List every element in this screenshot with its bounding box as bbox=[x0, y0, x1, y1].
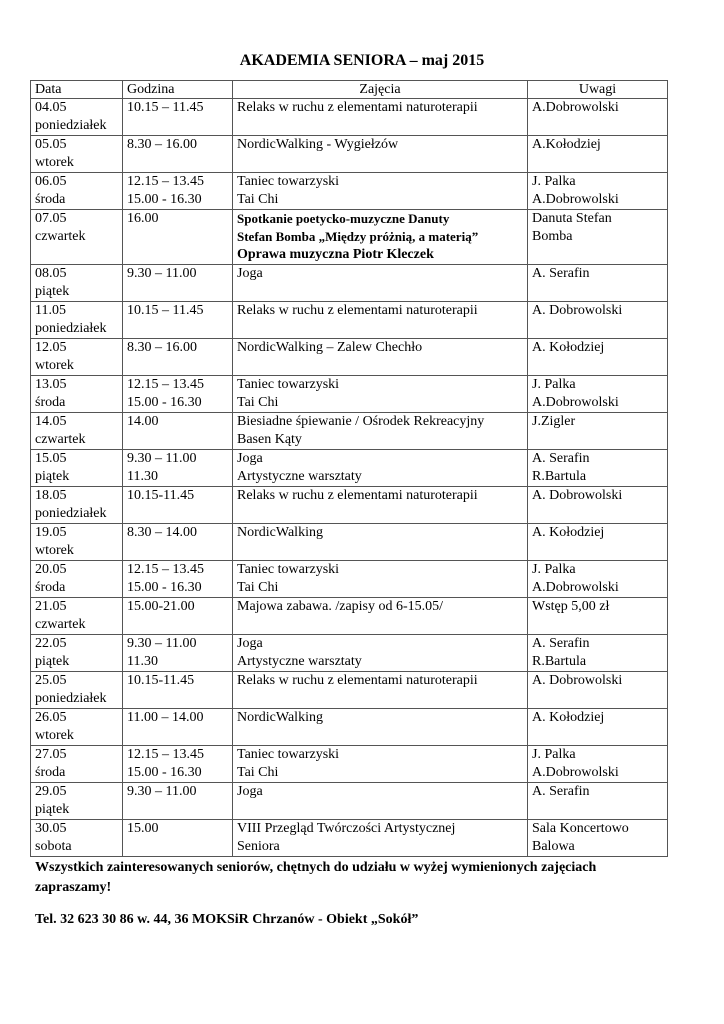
table-row bbox=[31, 173, 668, 210]
time-line: 11.30 bbox=[127, 654, 158, 669]
cell-time bbox=[123, 524, 233, 561]
notes-line: J.Zigler bbox=[532, 414, 576, 429]
date-value: 11.05 bbox=[35, 303, 66, 318]
time-line: 12.15 – 13.45 bbox=[127, 174, 204, 189]
cell-date bbox=[31, 339, 123, 376]
table-row bbox=[31, 302, 668, 339]
cell-notes bbox=[528, 561, 668, 598]
cell-date bbox=[31, 783, 123, 820]
cell-notes bbox=[528, 210, 668, 265]
day-name: środa bbox=[35, 580, 66, 595]
cell-date bbox=[31, 413, 123, 450]
table-row bbox=[31, 413, 668, 450]
day-name: poniedziałek bbox=[35, 118, 107, 133]
cell-date bbox=[31, 302, 123, 339]
activity-line: Joga bbox=[237, 266, 263, 281]
cell-date bbox=[31, 487, 123, 524]
schedule-table bbox=[30, 80, 668, 857]
cell-activity bbox=[233, 450, 528, 487]
activity-line: Taniec towarzyski bbox=[237, 377, 340, 392]
cell-time bbox=[123, 672, 233, 709]
table-row bbox=[31, 265, 668, 302]
activity-line: VIII Przegląd Twórczości Artystycznej bbox=[237, 821, 456, 836]
activity-line: Relaks w ruchu z elementami naturoterapii bbox=[237, 488, 478, 503]
cell-time bbox=[123, 635, 233, 672]
contact-text: Tel. 32 623 30 86 w. 44, 36 MOKSiR Chrzanów - Obiekt „Sokół” bbox=[35, 912, 419, 927]
activity-line: Seniora bbox=[237, 839, 280, 854]
notes-line: Danuta Stefan bbox=[532, 211, 612, 226]
date-value: 05.05 bbox=[35, 137, 67, 152]
date-value: 14.05 bbox=[35, 414, 67, 429]
cell-notes bbox=[528, 173, 668, 210]
activity-line: Joga bbox=[237, 451, 263, 466]
notes-line: A. Kołodziej bbox=[532, 525, 605, 540]
cell-time bbox=[123, 709, 233, 746]
date-value: 27.05 bbox=[35, 747, 67, 762]
notes-line: Balowa bbox=[532, 839, 575, 854]
time-line: 16.00 bbox=[127, 211, 159, 226]
cell-notes bbox=[528, 302, 668, 339]
activity-line: Stefan Bomba „Między próżnią, a materią” bbox=[237, 229, 479, 244]
activity-line: NordicWalking – Zalew Chechło bbox=[237, 340, 423, 355]
cell-time bbox=[123, 413, 233, 450]
table-row bbox=[31, 783, 668, 820]
notes-line: A. Dobrowolski bbox=[532, 488, 623, 503]
cell-time bbox=[123, 450, 233, 487]
time-line: 15.00 - 16.30 bbox=[127, 765, 202, 780]
header-activity: Zajęcia bbox=[233, 81, 528, 99]
cell-activity bbox=[233, 561, 528, 598]
table-row bbox=[31, 339, 668, 376]
notes-line: A.Kołodziej bbox=[532, 137, 601, 152]
cell-activity bbox=[233, 524, 528, 561]
cell-date bbox=[31, 820, 123, 857]
activity-line: Biesiadne śpiewanie / Ośrodek Rekreacyjny bbox=[237, 414, 485, 429]
time-line: 12.15 – 13.45 bbox=[127, 562, 204, 577]
table-row bbox=[31, 820, 668, 857]
time-line: 8.30 – 14.00 bbox=[127, 525, 197, 540]
header-date: Data bbox=[31, 81, 123, 99]
cell-time bbox=[123, 173, 233, 210]
notes-line: A.Dobrowolski bbox=[532, 395, 619, 410]
cell-date bbox=[31, 265, 123, 302]
cell-notes bbox=[528, 746, 668, 783]
header-notes: Uwagi bbox=[528, 81, 668, 99]
notes-line: A. Serafin bbox=[532, 266, 590, 281]
notes-line: A.Dobrowolski bbox=[532, 580, 619, 595]
cell-activity bbox=[233, 820, 528, 857]
cell-notes bbox=[528, 709, 668, 746]
cell-notes bbox=[528, 376, 668, 413]
notes-line: A.Dobrowolski bbox=[532, 192, 619, 207]
cell-time bbox=[123, 820, 233, 857]
date-value: 06.05 bbox=[35, 174, 67, 189]
day-name: sobota bbox=[35, 839, 72, 854]
date-value: 12.05 bbox=[35, 340, 67, 355]
notes-line: A. Serafin bbox=[532, 636, 590, 651]
activity-line: Relaks w ruchu z elementami naturoterapii bbox=[237, 100, 478, 115]
cell-notes bbox=[528, 672, 668, 709]
time-line: 10.15-11.45 bbox=[127, 673, 195, 688]
notes-line: A. Dobrowolski bbox=[532, 673, 623, 688]
notes-line: R.Bartula bbox=[532, 654, 587, 669]
cell-activity bbox=[233, 210, 528, 265]
cell-time bbox=[123, 487, 233, 524]
notes-line: J. Palka bbox=[532, 747, 576, 762]
table-row bbox=[31, 210, 668, 265]
time-line: 10.15-11.45 bbox=[127, 488, 195, 503]
activity-line: Majowa zabawa. /zapisy od 6-15.05/ bbox=[237, 599, 444, 614]
activity-line: Oprawa muzyczna Piotr Kleczek bbox=[237, 247, 434, 262]
cell-activity bbox=[233, 265, 528, 302]
cell-date bbox=[31, 635, 123, 672]
time-line: 12.15 – 13.45 bbox=[127, 747, 204, 762]
cell-date bbox=[31, 672, 123, 709]
day-name: piątek bbox=[35, 469, 70, 484]
notes-line: A.Dobrowolski bbox=[532, 765, 619, 780]
cell-time bbox=[123, 265, 233, 302]
day-name: piątek bbox=[35, 284, 70, 299]
time-line: 15.00 bbox=[127, 821, 159, 836]
table-row bbox=[31, 635, 668, 672]
day-name: piątek bbox=[35, 654, 70, 669]
time-line: 9.30 – 11.00 bbox=[127, 266, 197, 281]
date-value: 13.05 bbox=[35, 377, 67, 392]
cell-activity bbox=[233, 99, 528, 136]
date-value: 04.05 bbox=[35, 100, 67, 115]
table-row bbox=[31, 561, 668, 598]
day-name: wtorek bbox=[35, 728, 74, 743]
table-row bbox=[31, 376, 668, 413]
activity-line: Joga bbox=[237, 784, 263, 799]
cell-date bbox=[31, 450, 123, 487]
time-line: 14.00 bbox=[127, 414, 159, 429]
date-value: 20.05 bbox=[35, 562, 67, 577]
date-value: 08.05 bbox=[35, 266, 67, 281]
cell-time bbox=[123, 746, 233, 783]
activity-line: Taniec towarzyski bbox=[237, 174, 340, 189]
day-name: poniedziałek bbox=[35, 506, 107, 521]
table-row bbox=[31, 598, 668, 635]
time-line: 15.00 - 16.30 bbox=[127, 395, 202, 410]
time-line: 11.30 bbox=[127, 469, 158, 484]
cell-date bbox=[31, 376, 123, 413]
header-time: Godzina bbox=[123, 81, 233, 99]
day-name: środa bbox=[35, 765, 66, 780]
activity-line: Basen Kąty bbox=[237, 432, 302, 447]
notes-line: A.Dobrowolski bbox=[532, 100, 619, 115]
cell-time bbox=[123, 376, 233, 413]
time-line: 10.15 – 11.45 bbox=[127, 303, 204, 318]
activity-line: Artystyczne warsztaty bbox=[237, 469, 362, 484]
activity-line: Relaks w ruchu z elementami naturoterapii bbox=[237, 673, 478, 688]
time-line: 12.15 – 13.45 bbox=[127, 377, 204, 392]
cell-date bbox=[31, 136, 123, 173]
activity-line: NordicWalking - Wygiełzów bbox=[237, 137, 399, 152]
date-value: 22.05 bbox=[35, 636, 67, 651]
cell-activity bbox=[233, 598, 528, 635]
time-line: 11.00 – 14.00 bbox=[127, 710, 204, 725]
cell-activity bbox=[233, 136, 528, 173]
cell-date bbox=[31, 99, 123, 136]
cell-date bbox=[31, 598, 123, 635]
cell-notes bbox=[528, 820, 668, 857]
table-row bbox=[31, 487, 668, 524]
time-line: 10.15 – 11.45 bbox=[127, 100, 204, 115]
activity-line: Artystyczne warsztaty bbox=[237, 654, 362, 669]
cell-notes bbox=[528, 450, 668, 487]
cell-activity bbox=[233, 672, 528, 709]
cell-date bbox=[31, 561, 123, 598]
cell-time bbox=[123, 339, 233, 376]
day-name: wtorek bbox=[35, 543, 74, 558]
notes-line: A. Serafin bbox=[532, 451, 590, 466]
cell-time bbox=[123, 210, 233, 265]
notes-line: J. Palka bbox=[532, 377, 576, 392]
date-value: 19.05 bbox=[35, 525, 67, 540]
date-value: 29.05 bbox=[35, 784, 67, 799]
notes-line: J. Palka bbox=[532, 562, 576, 577]
cell-notes bbox=[528, 339, 668, 376]
cell-date bbox=[31, 210, 123, 265]
cell-date bbox=[31, 746, 123, 783]
footer bbox=[35, 858, 675, 942]
time-line: 15.00-21.00 bbox=[127, 599, 195, 614]
time-line: 8.30 – 16.00 bbox=[127, 137, 197, 152]
day-name: czwartek bbox=[35, 229, 86, 244]
cell-date bbox=[31, 709, 123, 746]
table-row bbox=[31, 709, 668, 746]
cell-activity bbox=[233, 746, 528, 783]
activity-line: Taniec towarzyski bbox=[237, 747, 340, 762]
cell-notes bbox=[528, 136, 668, 173]
cell-notes bbox=[528, 487, 668, 524]
notes-line: A. Serafin bbox=[532, 784, 590, 799]
table-header-row bbox=[31, 81, 668, 99]
notes-line: Bomba bbox=[532, 229, 573, 244]
table-row bbox=[31, 524, 668, 561]
day-name: wtorek bbox=[35, 155, 74, 170]
time-line: 15.00 - 16.30 bbox=[127, 580, 202, 595]
activity-line: NordicWalking bbox=[237, 525, 323, 540]
cell-activity bbox=[233, 413, 528, 450]
schedule-rows bbox=[31, 99, 668, 857]
activity-line: Tai Chi bbox=[237, 395, 279, 410]
cell-date bbox=[31, 173, 123, 210]
notes-line: R.Bartula bbox=[532, 469, 587, 484]
cell-time bbox=[123, 561, 233, 598]
cell-notes bbox=[528, 598, 668, 635]
cell-time bbox=[123, 136, 233, 173]
cell-notes bbox=[528, 524, 668, 561]
activity-line: Tai Chi bbox=[237, 765, 279, 780]
activity-line: Relaks w ruchu z elementami naturoterapii bbox=[237, 303, 478, 318]
date-value: 25.05 bbox=[35, 673, 67, 688]
activity-line: Tai Chi bbox=[237, 580, 279, 595]
cell-time bbox=[123, 783, 233, 820]
invitation-text: Wszystkich zainteresowanych seniorów, chętnych do udziału w wyżej wymienionych zajęciach zapraszamy! bbox=[35, 860, 597, 895]
time-line: 15.00 - 16.30 bbox=[127, 192, 202, 207]
cell-activity bbox=[233, 339, 528, 376]
notes-line: A. Dobrowolski bbox=[532, 303, 623, 318]
time-line: 8.30 – 16.00 bbox=[127, 340, 197, 355]
day-name: czwartek bbox=[35, 617, 86, 632]
table-row bbox=[31, 450, 668, 487]
cell-notes bbox=[528, 635, 668, 672]
activity-line: NordicWalking bbox=[237, 710, 323, 725]
day-name: środa bbox=[35, 395, 66, 410]
cell-activity bbox=[233, 635, 528, 672]
time-line: 9.30 – 11.00 bbox=[127, 636, 197, 651]
table-row bbox=[31, 746, 668, 783]
cell-activity bbox=[233, 376, 528, 413]
cell-activity bbox=[233, 783, 528, 820]
activity-line: Joga bbox=[237, 636, 263, 651]
day-name: piątek bbox=[35, 802, 70, 817]
cell-activity bbox=[233, 709, 528, 746]
cell-time bbox=[123, 598, 233, 635]
cell-notes bbox=[528, 783, 668, 820]
date-value: 21.05 bbox=[35, 599, 67, 614]
day-name: poniedziałek bbox=[35, 691, 107, 706]
date-value: 26.05 bbox=[35, 710, 67, 725]
notes-line: A. Kołodziej bbox=[532, 710, 605, 725]
cell-date bbox=[31, 524, 123, 561]
table-row bbox=[31, 136, 668, 173]
activity-line: Taniec towarzyski bbox=[237, 562, 340, 577]
page-title: AKADEMIA SENIORA – maj 2015 bbox=[239, 52, 485, 69]
cell-activity bbox=[233, 302, 528, 339]
day-name: środa bbox=[35, 192, 66, 207]
notes-line: Wstęp 5,00 zł bbox=[532, 599, 610, 614]
cell-time bbox=[123, 302, 233, 339]
activity-line: Spotkanie poetycko-muzyczne Danuty bbox=[237, 211, 450, 226]
cell-notes bbox=[528, 265, 668, 302]
table-row bbox=[31, 672, 668, 709]
cell-notes bbox=[528, 413, 668, 450]
date-value: 30.05 bbox=[35, 821, 67, 836]
notes-line: J. Palka bbox=[532, 174, 576, 189]
cell-notes bbox=[528, 99, 668, 136]
cell-activity bbox=[233, 173, 528, 210]
day-name: czwartek bbox=[35, 432, 86, 447]
notes-line: Sala Koncertowo bbox=[532, 821, 629, 836]
notes-line: A. Kołodziej bbox=[532, 340, 605, 355]
table-row bbox=[31, 99, 668, 136]
date-value: 07.05 bbox=[35, 211, 67, 226]
date-value: 15.05 bbox=[35, 451, 67, 466]
time-line: 9.30 – 11.00 bbox=[127, 451, 197, 466]
day-name: poniedziałek bbox=[35, 321, 107, 336]
cell-activity bbox=[233, 487, 528, 524]
time-line: 9.30 – 11.00 bbox=[127, 784, 197, 799]
date-value: 18.05 bbox=[35, 488, 67, 503]
cell-time bbox=[123, 99, 233, 136]
day-name: wtorek bbox=[35, 358, 74, 373]
activity-line: Tai Chi bbox=[237, 192, 279, 207]
